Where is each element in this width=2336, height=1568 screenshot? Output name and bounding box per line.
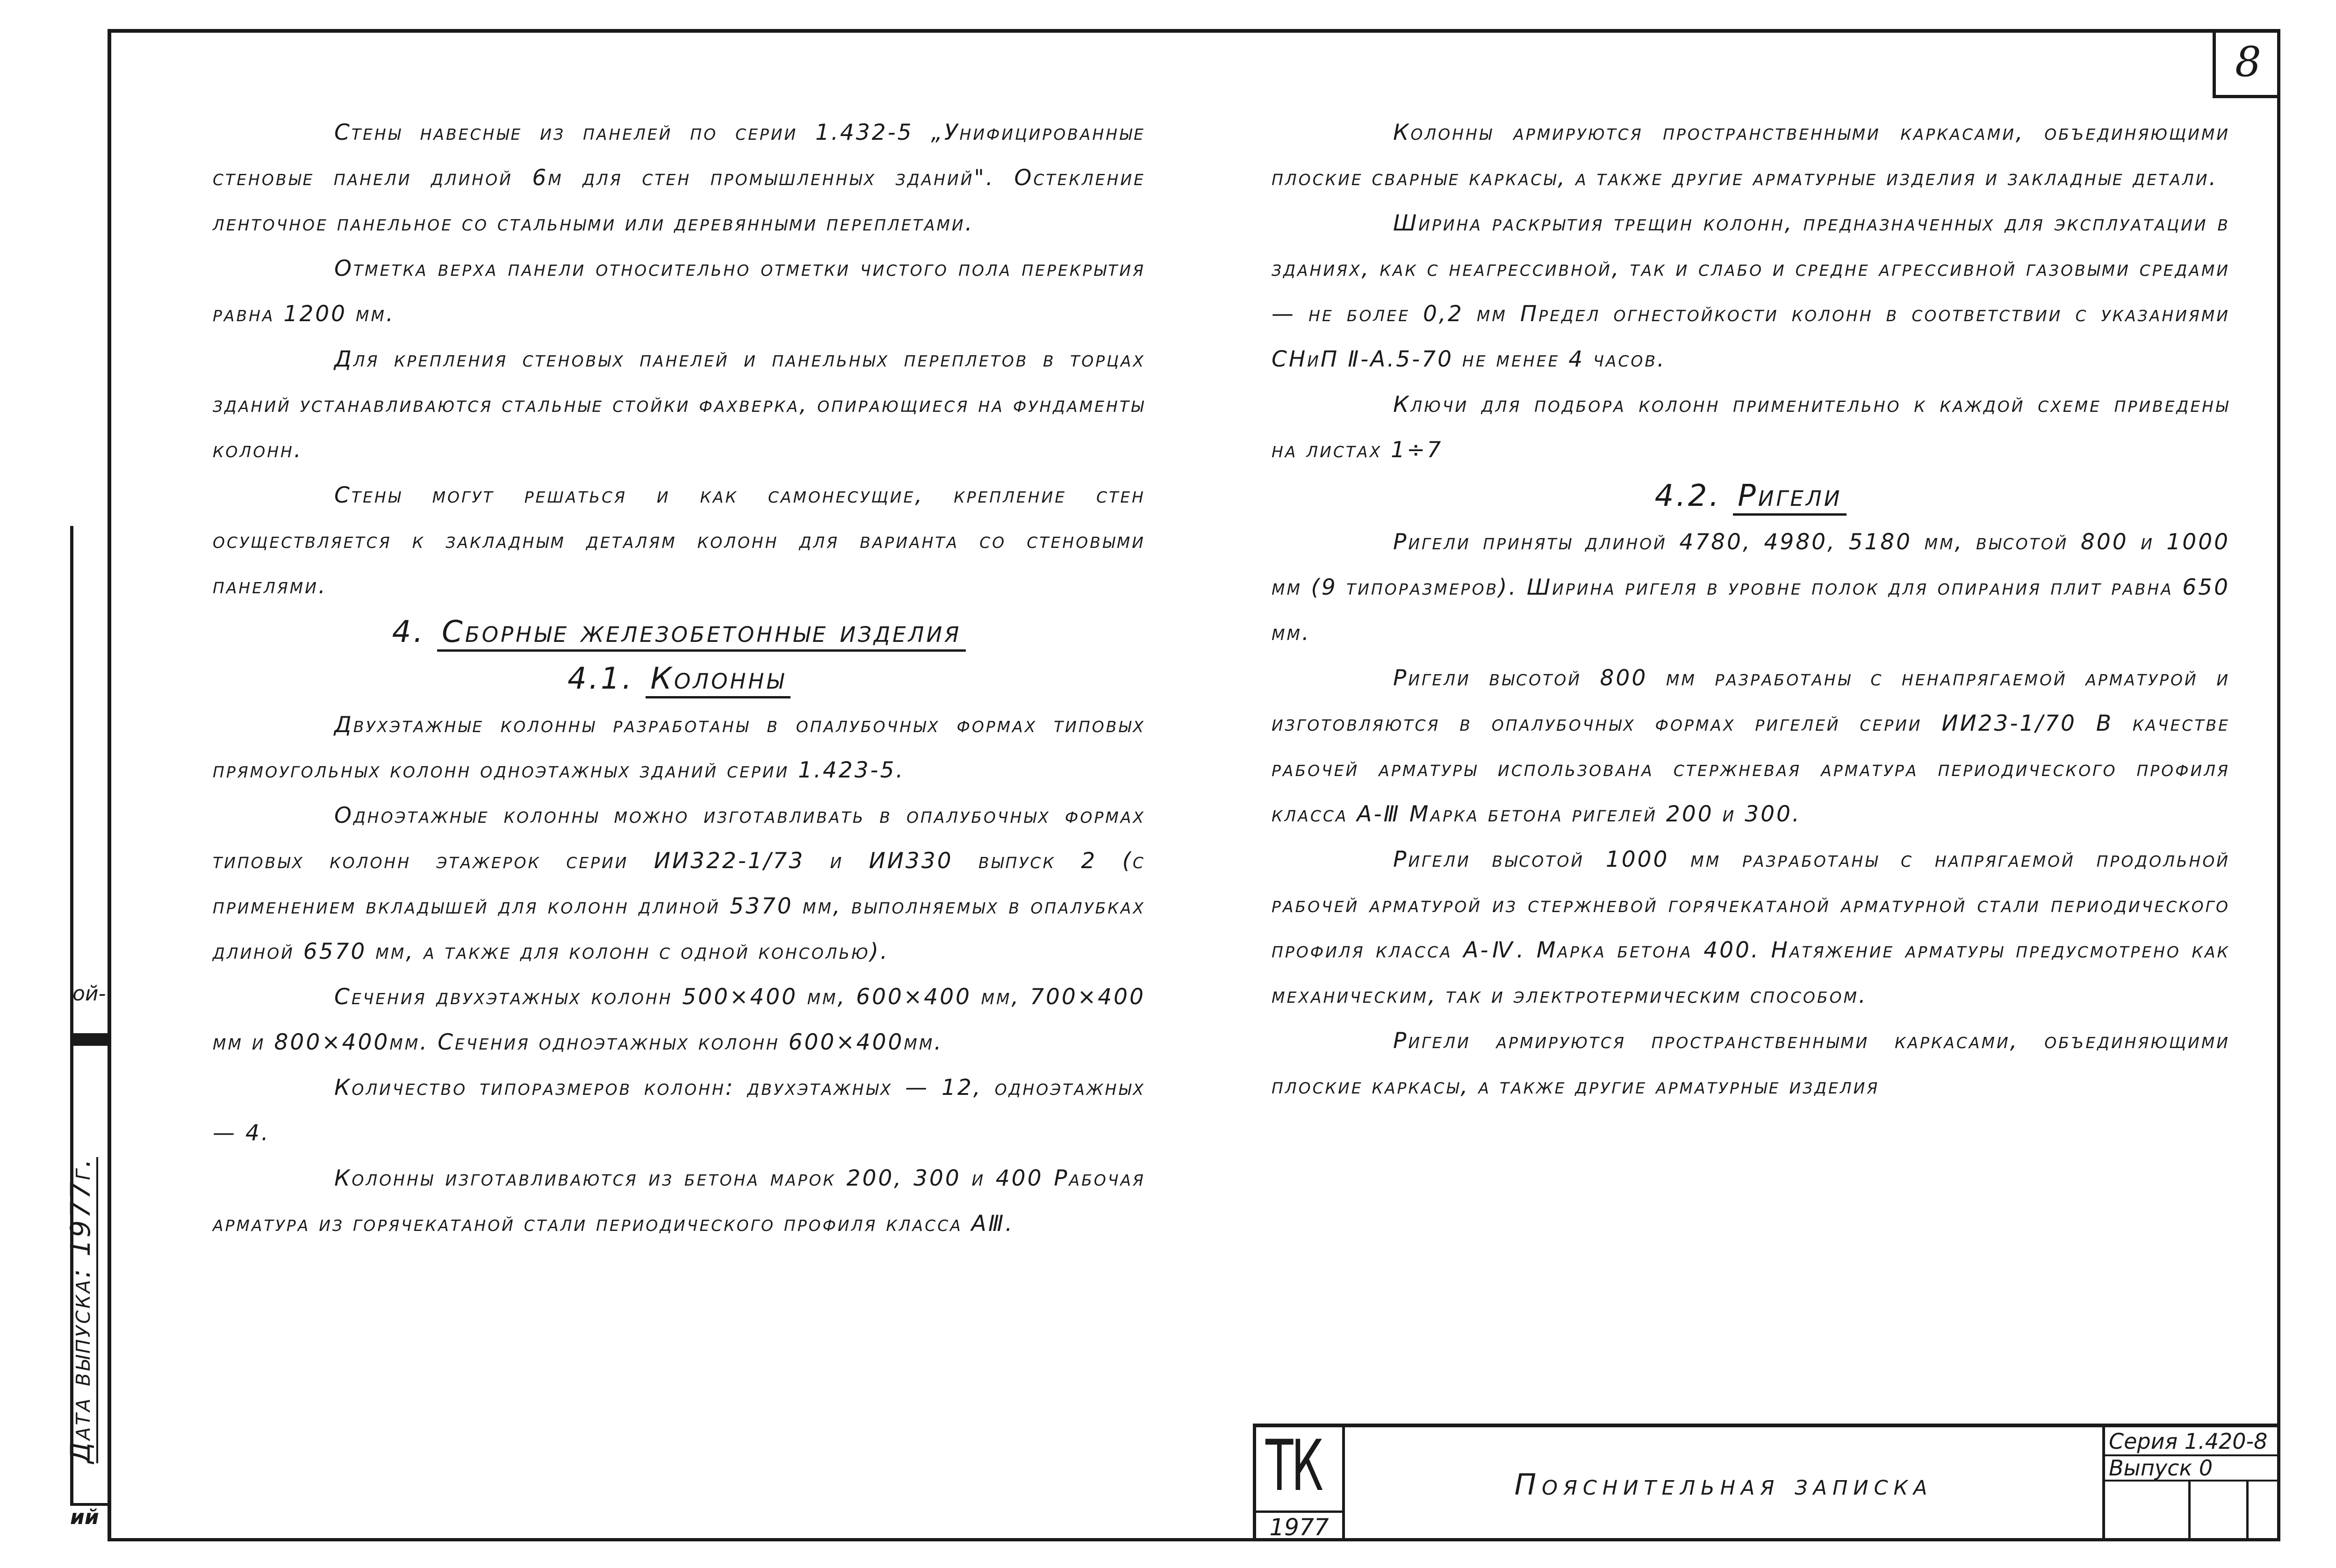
subsection-number: 4.2. bbox=[1654, 479, 1721, 513]
margin-fragment-bottom: ий bbox=[70, 1505, 99, 1529]
paragraph: Ключи для подбора колонн применительно к каждой схеме приведены на листах 1÷7 bbox=[1272, 392, 2230, 463]
paragraph: Колонны изготавливаются из бетона марок 200, 300 и 400 Рабочая арматура из горячекатаной стали периодического профиля класса АⅢ. bbox=[213, 1165, 1145, 1237]
issue-label: Выпуск 0 bbox=[2109, 1455, 2213, 1481]
paragraph: Двухэтажные колонны разработаны в опалубочных формах типовых прямоугольных колонн одноэтажных зданий серии 1.423-5. bbox=[213, 712, 1145, 783]
margin-fragment-top: ой- bbox=[72, 982, 106, 1006]
paragraph: Отметка верха панели относительно отметки чистого пола перекрытия равна 1200 мм. bbox=[213, 256, 1145, 327]
subsection-number: 4.1. bbox=[567, 662, 634, 696]
paragraph: Колонны армируются пространственными каркасами, объединяющими плоские сварные каркасы, а также другие арматурные изделия и закладные детали. bbox=[1272, 120, 2230, 191]
paragraph: Ригели высотой 1000 мм разработаны с напрягаемой продольной рабочей арматурой из стержневой горячекатаной арматурной стали периодического профиля класса А-Ⅳ. Марка бетона 400. Натяжение арматуры предусмотрено как механическим, так и электротермическим способом. bbox=[1272, 847, 2230, 1008]
paragraph: Количество типоразмеров колонн: двухэтажных — 12, одноэтажных — 4. bbox=[213, 1075, 1145, 1146]
series-label: Серия 1.420-8 bbox=[2109, 1429, 2268, 1454]
title-block bbox=[1253, 1424, 2280, 1541]
paragraph: Стены навесные из панелей по серии 1.432-5 „Унифицированные стеновые панели длиной 6м для стен промышленных зданий". Остекление ленточное панельное со стальными или деревянными переплетами. bbox=[213, 120, 1145, 236]
empty-cells bbox=[2105, 1482, 2280, 1541]
logo-year: 1977 bbox=[1256, 1510, 1342, 1542]
paragraph: Ригели высотой 800 мм разработаны с ненапрягаемой арматурой и изготовляются в опалубочных формах ригелей серии ИИ23-1/70 В качестве рабочей арматуры использована стержневая арматура периодического профиля класса А-Ⅲ Марка бетона ригелей 200 и 300. bbox=[1272, 665, 2230, 827]
subsection-title: Колонны bbox=[646, 662, 791, 698]
left-column bbox=[213, 110, 1145, 1246]
paragraph: Ригели армируются пространственными каркасами, объединяющими плоские каркасы, а также другие арматурные изделия bbox=[1272, 1028, 2230, 1099]
paragraph: Сечения двухэтажных колонн 500×400 мм, 600×400 мм, 700×400 мм и 800×400мм. Сечения одноэтажных колонн 600×400мм. bbox=[213, 984, 1145, 1055]
issue-row bbox=[2105, 1454, 2280, 1482]
right-column bbox=[1272, 110, 2230, 1109]
page-number: 8 bbox=[2213, 29, 2280, 98]
cell-divider bbox=[2246, 1482, 2249, 1541]
subsection-heading bbox=[213, 655, 1145, 702]
logo-cell bbox=[1256, 1427, 1345, 1541]
paragraph: Для крепления стеновых панелей и панельных переплетов в торцах зданий устанавливаются стальные стойки фахверка, опирающиеся на фундаменты колонн. bbox=[213, 346, 1145, 463]
release-date-stamp: Дата выпуска: 1977г. bbox=[65, 1157, 98, 1463]
section-heading bbox=[213, 609, 1145, 655]
paragraph: Одноэтажные колонны можно изготавливать в опалубочных формах типовых колонн этажерок серии ИИ322-1/73 и ИИ330 выпуск 2 (с применением вкладышей для колонн длиной 5370 мм, выполняемых в опалубках длиной 6570 мм, а также для колонн с одной консолью). bbox=[213, 803, 1145, 964]
series-cell bbox=[2102, 1427, 2280, 1541]
subsection-heading bbox=[1272, 473, 2230, 519]
paragraph: Стены могут решаться и как самонесущие, крепление стен осуществляется к закладным деталям колонн для варианта со стеновыми панелями. bbox=[213, 482, 1145, 599]
section-number: 4. bbox=[392, 615, 425, 649]
document-title: Пояснительная записка bbox=[1514, 1467, 1933, 1502]
margin-divider-thick bbox=[70, 1036, 108, 1046]
paragraph: Ригели приняты длиной 4780, 4980, 5180 мм, высотой 800 и 1000 мм (9 типоразмеров). Ширина ригеля в уровне полок для опирания плит равна 650 мм. bbox=[1272, 529, 2230, 646]
section-title: Сборные железобетонные изделия bbox=[437, 615, 966, 652]
paragraph: Ширина раскрытия трещин колонн, предназначенных для эксплуатации в зданиях, как с неагрессивной, так и слабо и средне агрессивной газовыми средами — не более 0,2 мм Предел огнестойкости колонн в соответствии с указаниями СНиП Ⅱ-А.5-70 не менее 4 часов. bbox=[1272, 210, 2230, 372]
tk-logo: ТК bbox=[1265, 1425, 1322, 1507]
subsection-title: Ригели bbox=[1733, 479, 1847, 516]
cell-divider bbox=[2188, 1482, 2191, 1541]
